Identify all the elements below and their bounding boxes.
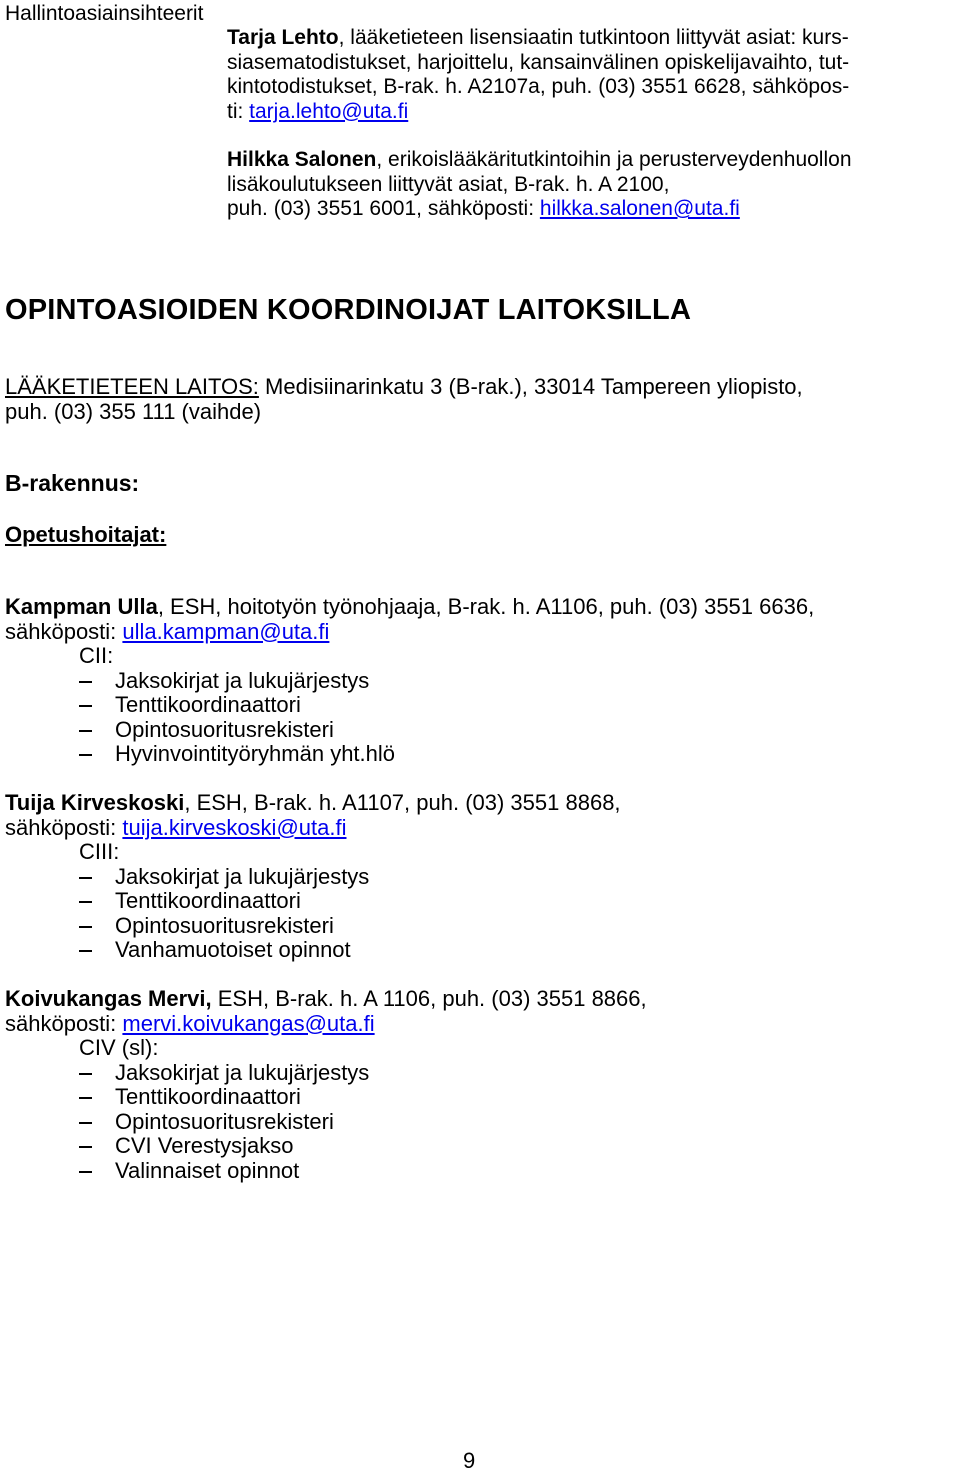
contact-hilkka-salonen bbox=[227, 148, 852, 222]
dash-bullet-icon bbox=[79, 1146, 92, 1148]
department-phone: puh. (03) 355 111 (vaihde) bbox=[5, 398, 262, 424]
dash-bullet-icon bbox=[79, 926, 92, 928]
dash-bullet-icon bbox=[79, 1073, 92, 1075]
staff-koivukangas-mervi bbox=[5, 987, 647, 1183]
contact-details: puh. (03) 3551 6001, sähköposti: bbox=[227, 197, 540, 220]
department-name: LÄÄKETIETEEN LAITOS: bbox=[5, 374, 259, 399]
email-label: ti: bbox=[227, 99, 250, 123]
staff-details: ESH, B-rak. h. A 1106, puh. (03) 3551 8866, bbox=[211, 986, 647, 1011]
dash-bullet-icon bbox=[79, 1171, 92, 1173]
task-list bbox=[79, 669, 814, 767]
dash-bullet-icon bbox=[79, 754, 92, 756]
email-label: sähköposti: bbox=[5, 618, 123, 644]
list-item: Jaksokirjat ja lukujärjestys bbox=[79, 865, 621, 890]
staff-name: Tuija Kirveskoski bbox=[5, 790, 185, 815]
staff-name: Koivukangas Mervi, bbox=[5, 986, 212, 1011]
department-address: Medisiinarinkatu 3 (B-rak.), 33014 Tampereen yliopisto, bbox=[258, 374, 803, 399]
email-label: sähköposti: bbox=[5, 1010, 123, 1036]
contact-details: kintotodistukset, B-rak. h. A2107a, puh. (03) 3551 6628, sähköpos- bbox=[227, 75, 850, 98]
dash-bullet-icon bbox=[79, 1122, 92, 1124]
dash-bullet-icon bbox=[79, 730, 92, 732]
email-label: sähköposti: bbox=[5, 814, 123, 840]
staff-details: , ESH, B-rak. h. A1107, puh. (03) 3551 8868, bbox=[184, 790, 621, 815]
building-heading: B-rakennus: bbox=[5, 470, 140, 496]
dash-bullet-icon bbox=[79, 1097, 92, 1099]
contact-details: , erikoislääkäritutkintoihin ja perusterveydenhuollon bbox=[376, 148, 852, 171]
list-item: Opintosuoritusrekisteri bbox=[79, 1110, 647, 1135]
dash-bullet-icon bbox=[79, 901, 92, 903]
dash-bullet-icon bbox=[79, 877, 92, 879]
dash-bullet-icon bbox=[79, 705, 92, 707]
list-item: Tenttikoordinaattori bbox=[79, 889, 621, 914]
staff-name: Kampman Ulla bbox=[5, 594, 158, 619]
page-number: 9 bbox=[463, 1448, 476, 1473]
list-item: Valinnaiset opinnot bbox=[79, 1159, 647, 1184]
list-item: Tenttikoordinaattori bbox=[79, 693, 814, 718]
list-item: Jaksokirjat ja lukujärjestys bbox=[79, 1061, 647, 1086]
staff-details: , ESH, hoitotyön työnohjaaja, B-rak. h. A1106, puh. (03) 3551 6636, bbox=[157, 594, 815, 619]
staff-kampman-ulla bbox=[5, 595, 814, 767]
dash-bullet-icon bbox=[79, 681, 92, 683]
course-label: CIII: bbox=[79, 839, 120, 864]
section-heading: OPINTOASIOIDEN KOORDINOIJAT LAITOKSILLA bbox=[5, 294, 692, 326]
page-header: Hallintoasiainsihteerit bbox=[5, 2, 204, 25]
contact-details: siasematodistukset, harjoittelu, kansainvälinen opiskelijavaihto, tut- bbox=[227, 50, 850, 74]
dash-bullet-icon bbox=[79, 950, 92, 952]
department-info bbox=[5, 375, 803, 424]
staff-tuija-kirveskoski bbox=[5, 791, 621, 963]
email-link[interactable]: tarja.lehto@uta.fi bbox=[249, 99, 409, 123]
contact-details: lisäkoulutukseen liittyvät asiat, B-rak. h. A 2100, bbox=[227, 172, 670, 196]
email-link[interactable]: ulla.kampman@uta.fi bbox=[122, 618, 330, 644]
contact-tarja-lehto bbox=[227, 26, 849, 124]
contact-details: , lääketieteen lisensiaatin tutkintoon liittyvät asiat: kurs- bbox=[338, 26, 849, 49]
email-link[interactable]: tuija.kirveskoski@uta.fi bbox=[122, 814, 347, 840]
list-item: Tenttikoordinaattori bbox=[79, 1085, 647, 1110]
course-label: CII: bbox=[79, 643, 114, 668]
task-list bbox=[79, 865, 621, 963]
list-item: Jaksokirjat ja lukujärjestys bbox=[79, 669, 814, 694]
list-item: Hyvinvointityöryhmän yht.hlö bbox=[79, 742, 814, 767]
task-list bbox=[79, 1061, 647, 1184]
email-link[interactable]: mervi.koivukangas@uta.fi bbox=[122, 1010, 375, 1036]
list-item: CVI Verestysjakso bbox=[79, 1134, 647, 1159]
contact-name: Hilkka Salonen bbox=[227, 148, 377, 171]
list-item: Opintosuoritusrekisteri bbox=[79, 914, 621, 939]
list-item: Vanhamuotoiset opinnot bbox=[79, 938, 621, 963]
course-label: CIV (sl): bbox=[79, 1035, 159, 1060]
list-item: Opintosuoritusrekisteri bbox=[79, 718, 814, 743]
contact-name: Tarja Lehto bbox=[227, 26, 339, 49]
group-heading: Opetushoitajat: bbox=[5, 522, 167, 547]
email-link[interactable]: hilkka.salonen@uta.fi bbox=[539, 197, 740, 220]
